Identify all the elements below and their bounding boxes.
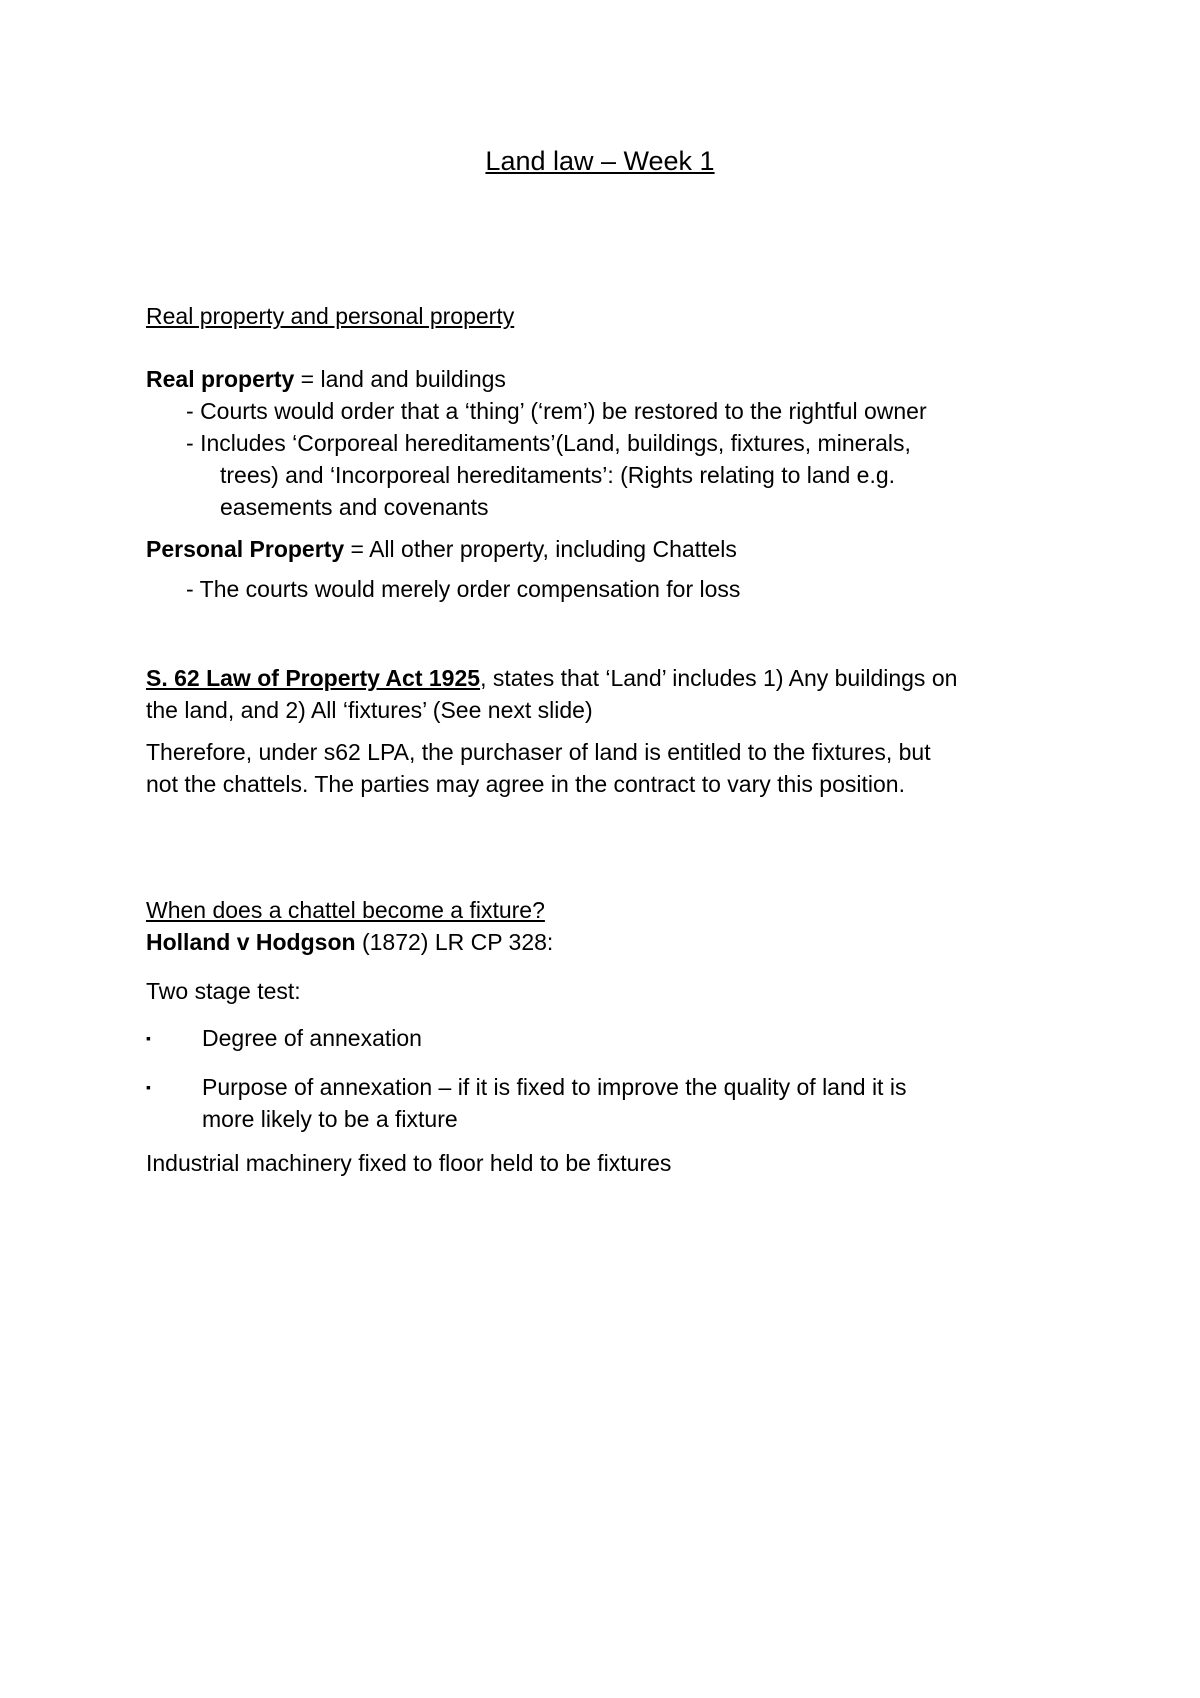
list-item-continuation: easements and covenants bbox=[220, 494, 489, 520]
section-heading-real-personal: Real property and personal property bbox=[146, 303, 515, 329]
square-bullet-icon: ▪ bbox=[146, 1079, 151, 1095]
list-item-continuation: trees) and ‘Incorporeal hereditaments’: (Rights relating to land e.g. bbox=[220, 462, 896, 488]
list-item-text: Degree of annexation bbox=[202, 1025, 422, 1051]
statute-reference: S. 62 Law of Property Act 1925 bbox=[146, 665, 481, 691]
personal-property-text: = All other property, including Chattels bbox=[344, 536, 737, 562]
list-item bbox=[186, 426, 911, 460]
conclusion-paragraph-line: not the chattels. The parties may agree in the contract to vary this position. bbox=[146, 771, 905, 797]
list-item bbox=[186, 572, 740, 606]
square-bullet-icon: ▪ bbox=[146, 1030, 151, 1046]
document-title: Land law – Week 1 bbox=[485, 146, 715, 176]
real-property-text: = land and buildings bbox=[294, 366, 506, 392]
real-property-label: Real property bbox=[146, 366, 295, 392]
list-item-continuation: more likely to be a fixture bbox=[202, 1106, 458, 1132]
case-citation: (1872) LR CP 328: bbox=[355, 929, 554, 955]
statute-paragraph-line bbox=[146, 661, 957, 695]
case-name: Holland v Hodgson bbox=[146, 929, 356, 955]
list-item-text: The courts would merely order compensation for loss bbox=[199, 576, 741, 602]
list-item-text: Courts would order that a ‘thing’ (‘rem’) be restored to the rightful owner bbox=[200, 398, 927, 424]
dash-marker: - bbox=[186, 576, 194, 602]
list-item bbox=[186, 394, 927, 428]
conclusion-paragraph-line: Therefore, under s62 LPA, the purchaser of land is entitled to the fixtures, but bbox=[146, 739, 931, 765]
statute-paragraph-line: the land, and 2) All ‘fixtures’ (See next slide) bbox=[146, 697, 593, 723]
section-heading-chattel-fixture: When does a chattel become a fixture? bbox=[146, 897, 545, 923]
dash-marker: - bbox=[186, 398, 194, 424]
conclusion-text: Industrial machinery fixed to floor held to be fixtures bbox=[146, 1150, 672, 1176]
list-item-text: Includes ‘Corporeal hereditaments’(Land, buildings, fixtures, minerals, bbox=[200, 430, 911, 456]
real-property-definition bbox=[146, 362, 506, 396]
test-intro: Two stage test: bbox=[146, 978, 301, 1004]
personal-property-definition bbox=[146, 532, 737, 566]
case-reference bbox=[146, 925, 553, 959]
dash-marker: - bbox=[186, 430, 194, 456]
personal-property-label: Personal Property bbox=[146, 536, 345, 562]
statute-text: , states that ‘Land’ includes 1) Any buildings on bbox=[480, 665, 958, 691]
list-item-text: Purpose of annexation – if it is fixed to improve the quality of land it is bbox=[202, 1074, 907, 1100]
